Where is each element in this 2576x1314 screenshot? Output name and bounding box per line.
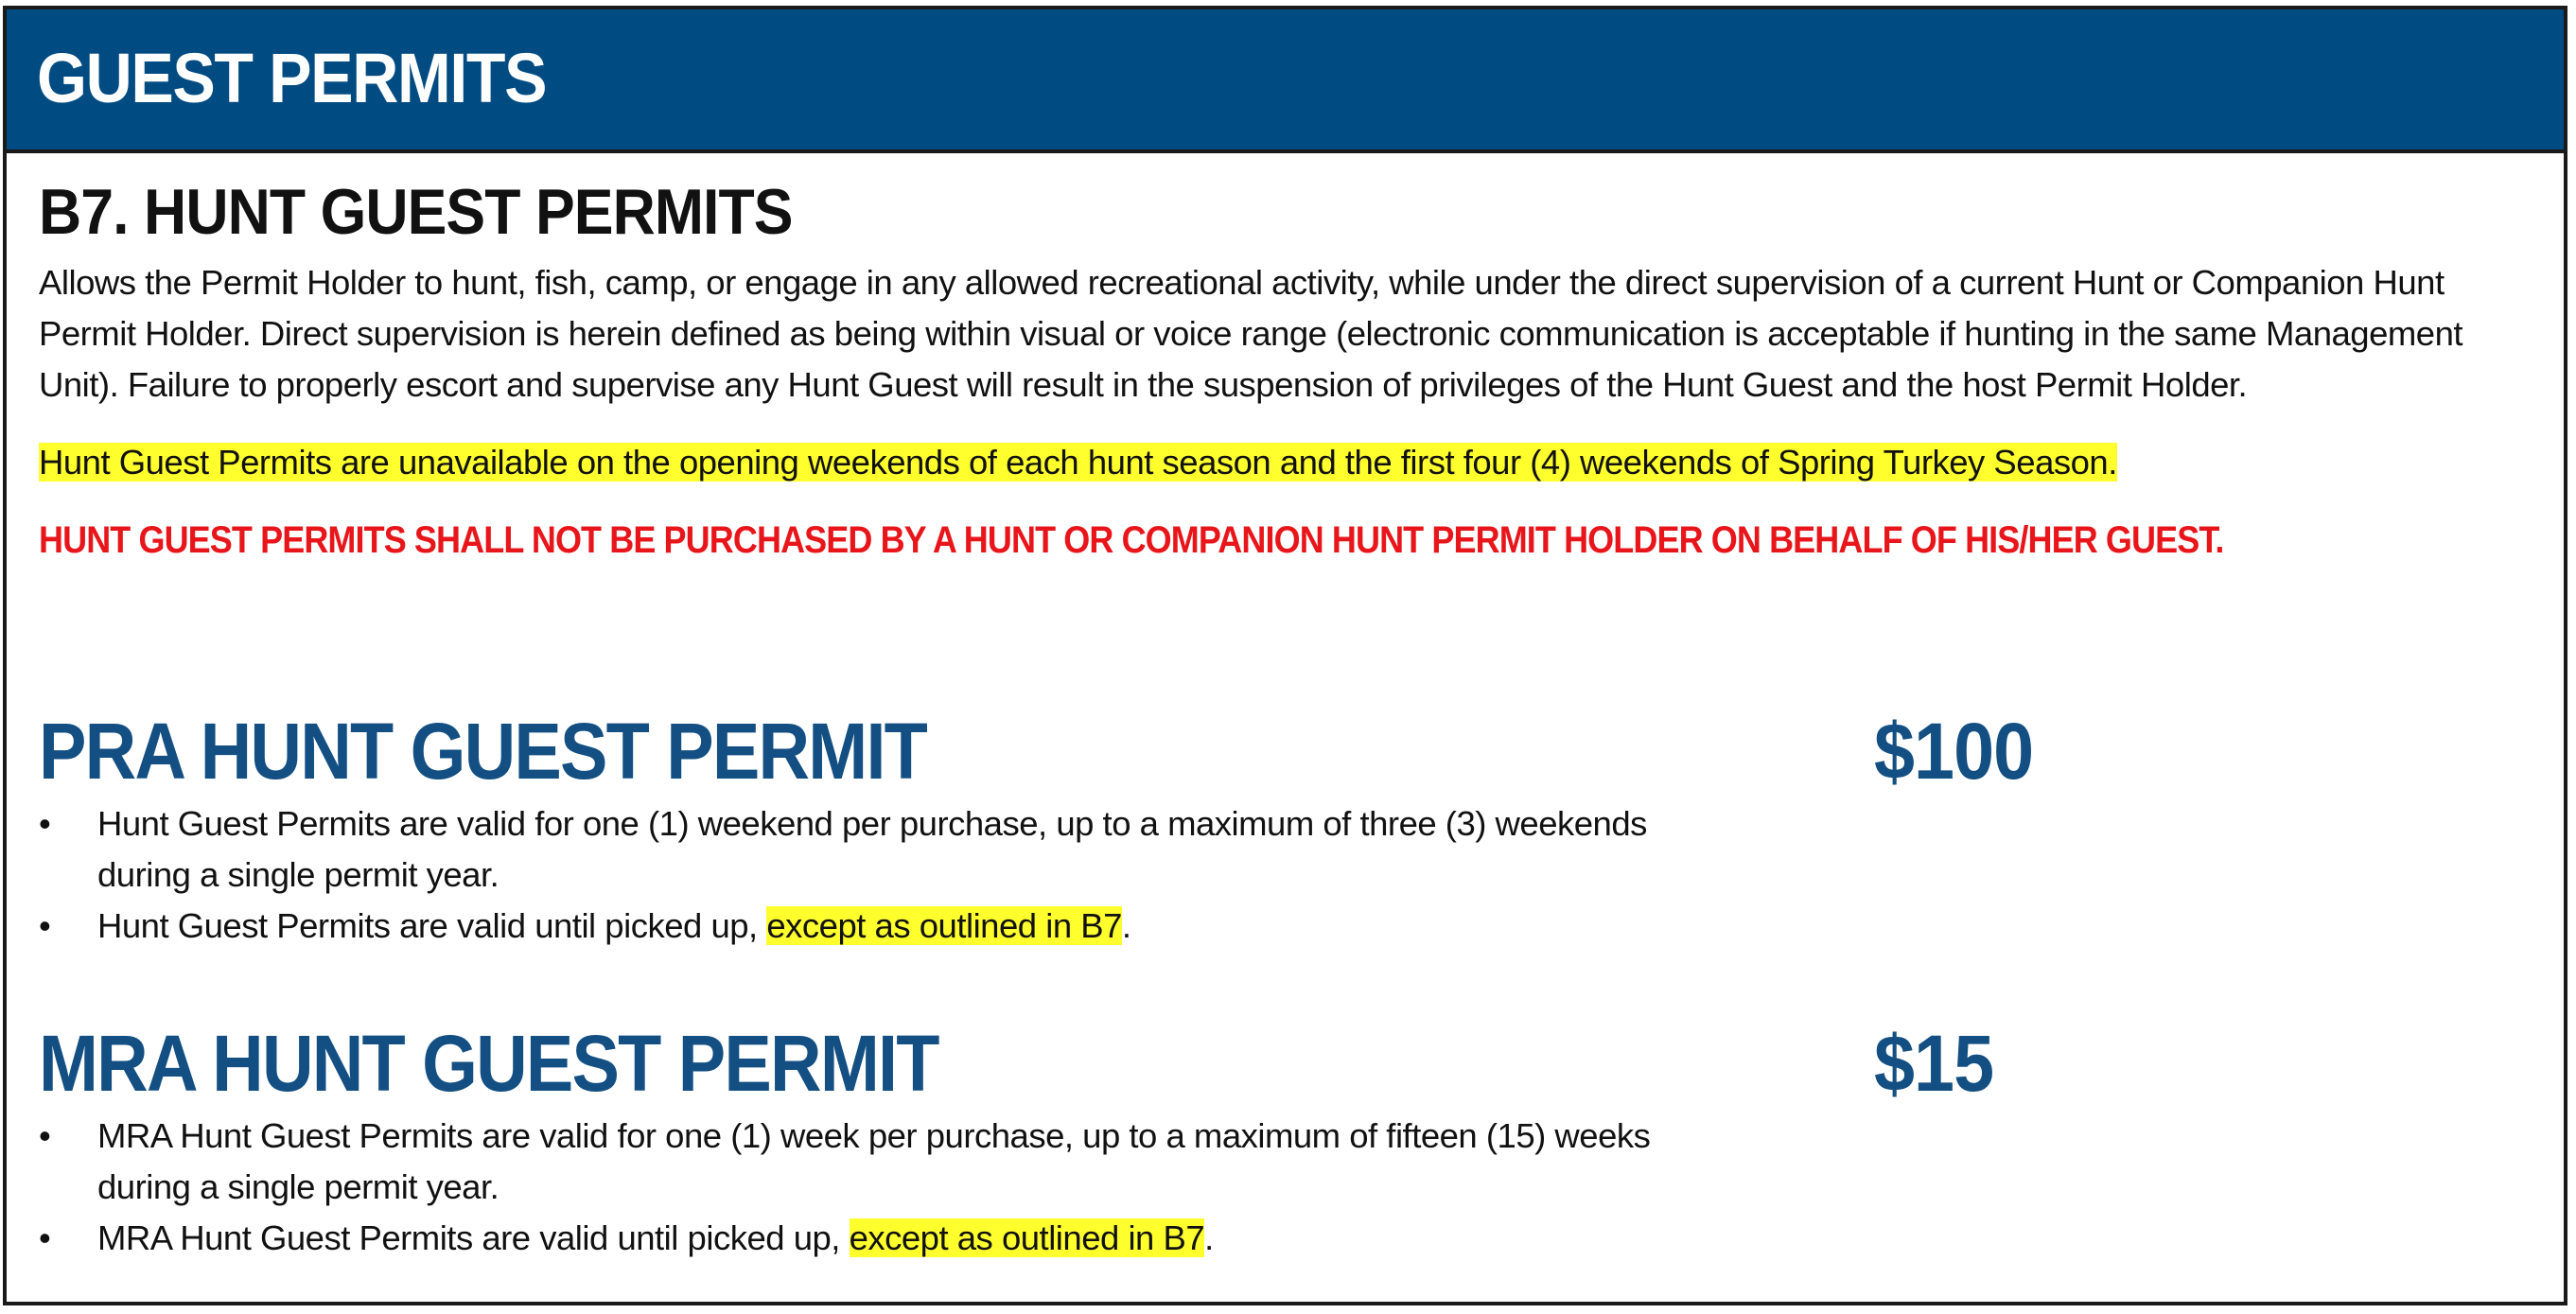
pra-permit-block — [39, 708, 2535, 952]
section-title: B7. HUNT GUEST PERMITS — [39, 176, 793, 248]
list-item — [39, 1213, 1706, 1264]
pra-permit-bullets — [39, 798, 2535, 952]
pra-permit-title: PRA HUNT GUEST PERMIT — [39, 707, 927, 796]
purchase-warning: HUNT GUEST PERMITS SHALL NOT BE PURCHASED BY A HUNT OR COMPANION HUNT PERMIT HOLDER ON BEHALF OF HIS/HER GUEST. — [39, 519, 2224, 561]
mra-permit-header — [39, 1020, 2535, 1111]
bullet-icon: • — [39, 1116, 51, 1155]
permit-info-panel — [3, 6, 2567, 1305]
bullet-suffix: . — [1204, 1218, 1214, 1257]
bullet-text: MRA Hunt Guest Permits are valid for one (1) week per purchase, up to a maximum of fifteen (15) weeks during a single permit year. — [97, 1116, 1651, 1206]
mra-permit-block — [39, 1020, 2535, 1264]
bullet-text: MRA Hunt Guest Permits are valid until picked up, — [97, 1218, 850, 1257]
availability-note — [39, 439, 2535, 486]
list-item — [39, 798, 1706, 901]
bullet-icon: • — [39, 804, 51, 843]
list-item — [39, 1111, 1706, 1213]
bullet-text: Hunt Guest Permits are valid until picked up, — [97, 906, 767, 945]
mra-permit-title: MRA HUNT GUEST PERMIT — [39, 1019, 938, 1108]
bullet-suffix: . — [1121, 906, 1131, 945]
mra-permit-bullets — [39, 1111, 2535, 1264]
section-b7 — [39, 176, 2535, 564]
bullet-icon: • — [39, 1218, 51, 1257]
mra-permit-price: $15 — [1874, 1019, 1994, 1108]
bullet-highlight: except as outlined in B7 — [849, 1218, 1205, 1257]
section-description: Allows the Permit Holder to hunt, fish, camp, or engage in any allowed recreational activity, while under the direct supervision of a current Hunt or Companion Hunt Permit Holder. Direct supervision is herein defined as being within visual or voice range (electronic communication is acceptable if hunting in the same Management Unit). Failure to properly escort and supervise any Hunt Guest will result in the suspension of privileges of the Hunt Guest and the host Permit Holder. — [39, 263, 2463, 404]
availability-note-highlight: Hunt Guest Permits are unavailable on the opening weekends of each hunt season and the first four (4) weekends of Spring Turkey Season. — [39, 443, 2117, 482]
bullet-text: Hunt Guest Permits are valid for one (1) weekend per purchase, up to a maximum of three (3) weekends during a single permit year. — [97, 804, 1647, 894]
page-title: GUEST PERMITS — [37, 39, 547, 117]
list-item — [39, 901, 1706, 952]
pra-permit-price: $100 — [1874, 707, 2034, 796]
header-bar — [7, 9, 2564, 153]
bullet-highlight: except as outlined in B7 — [766, 906, 1122, 945]
bullet-icon: • — [39, 906, 51, 945]
pra-permit-header — [39, 708, 2535, 798]
